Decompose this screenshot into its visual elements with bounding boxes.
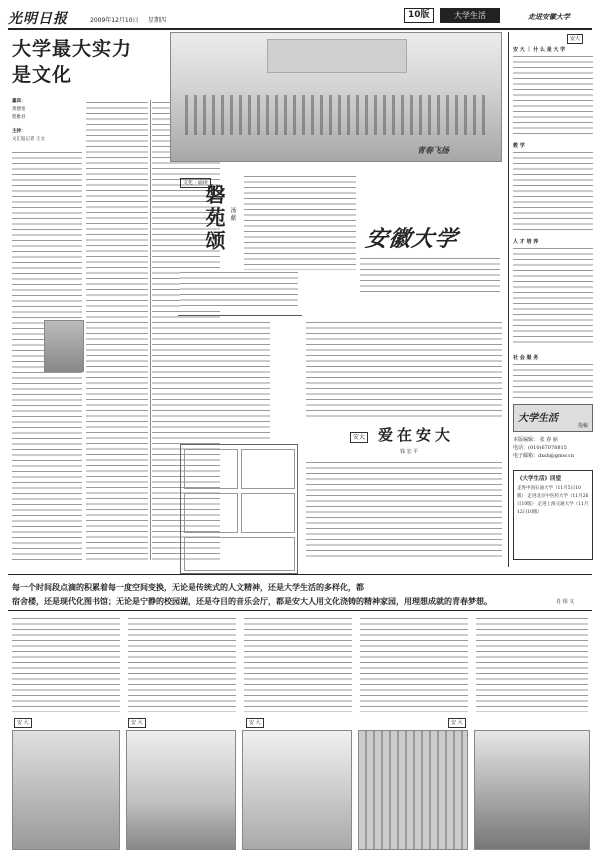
bottom-tag-3: 安 大 (246, 718, 264, 728)
editor-label: 本版编辑： (513, 437, 539, 443)
notice-text: 走进中国石油大学（11月5日10版） 走进北京中医药大学（11月26日10版） 走进上海交通大学（11月12日10版） (517, 486, 589, 515)
sidebar-section-4: 社 会 服 务 (513, 355, 539, 361)
campus-group-photo (170, 32, 502, 162)
bottom-text-4 (360, 616, 468, 712)
cartoon-panel-5 (184, 537, 295, 571)
story-body-bottom (306, 460, 502, 560)
banner-author: 肖 相 文 (556, 599, 575, 605)
story-title: 爱在安大 (378, 426, 455, 444)
lead-credits (12, 98, 82, 144)
banner-rule-bottom (8, 610, 592, 611)
bottom-text-5 (476, 616, 588, 712)
photo-caption: 青春飞扬 (417, 145, 449, 155)
bottom-tag-4: 安 大 (448, 718, 466, 728)
sidebar-section-1: 安 大 ｜ 什 么 是 大 学 (513, 47, 566, 53)
credit-guest-1: 黄德宽 (12, 107, 26, 112)
poem-tag: 文化 · 诵读 (180, 178, 211, 188)
calligraphy-title: 安徽大学 (363, 226, 460, 252)
poem-author (228, 206, 237, 246)
section-title (440, 8, 500, 23)
poem-body-right (244, 174, 356, 270)
sidebar-tag: 安大 (567, 34, 583, 44)
column-divider (150, 100, 151, 560)
sidebar (508, 32, 594, 567)
story-body-top (306, 320, 502, 420)
sidebar-logo-text: 大学生活 (518, 413, 558, 424)
poem-author-text: 汤 献 (229, 207, 236, 221)
bottom-photo-5 (474, 730, 590, 850)
photo-building (267, 39, 407, 73)
masthead-rule (8, 28, 592, 30)
page-number: 10版 (404, 8, 434, 23)
lead-title-line2: 是文化 (12, 64, 73, 86)
lead-title-line1: 大学最大实力 (12, 38, 133, 60)
sidebar-section-3: 人 才 培 养 (513, 239, 539, 245)
section-title-text: 大学生活 (454, 11, 486, 20)
credit-guest-2: 程雅君 (12, 115, 26, 120)
sidebar-section-2: 教 学 (513, 143, 525, 149)
poem-title-text: 磐苑颂 (202, 184, 226, 253)
photo-performers (185, 95, 485, 135)
issue-weekday: 星期四 (148, 17, 167, 24)
lead-body-col2 (86, 100, 148, 560)
calligraphy-body (360, 256, 500, 296)
bottom-tag-2: 安 大 (128, 718, 146, 728)
paper-name: 光明日报 (8, 11, 68, 27)
sidebar-logo (513, 404, 593, 432)
masthead (8, 6, 592, 30)
sidebar-notice (513, 470, 593, 560)
sidebar-logo-sub: 投稿 (577, 423, 588, 429)
notice-title: 《大学生活》回望 (517, 476, 562, 482)
banner-rule-top (8, 574, 592, 575)
cartoon-panel-4 (241, 493, 295, 533)
poem-divider (178, 315, 302, 316)
sidebar-text-3 (513, 246, 593, 346)
bottom-text-3 (244, 616, 352, 712)
cartoon-panels (180, 444, 298, 574)
credit-host: 文汇报记者 王文 (12, 137, 45, 142)
bottom-photo-2 (126, 730, 236, 850)
sidebar-text-4 (513, 362, 593, 400)
banner-line-1: 每一个时间段点滴的积累着每一度空间变换，无论是传统式的人文精神，还是大学生活的多样化，都 (12, 582, 364, 592)
poem-body (180, 270, 298, 310)
sidebar-editor (513, 436, 574, 460)
sidebar-text-2 (513, 150, 593, 230)
middle-article (180, 320, 270, 440)
bottom-photo-1 (12, 730, 120, 850)
column-name: 走进安徽大学 (528, 12, 570, 21)
poem-title (200, 184, 224, 270)
issue-date: 2009年12月10日 (90, 17, 139, 24)
bottom-tag-1: 安 大 (14, 718, 32, 728)
bottom-text-2 (128, 616, 236, 712)
cartoon-panel-3 (184, 493, 238, 533)
credit-guest-label: 嘉宾： (12, 99, 26, 104)
cartoon-panel-1 (184, 449, 238, 489)
cartoon-panel-2 (241, 449, 295, 489)
lead-portrait-photo (44, 320, 84, 372)
bottom-photo-4 (358, 730, 468, 850)
bottom-photo-3 (242, 730, 352, 850)
editor-email: 电子邮箱：dxsh@gmw.cn (513, 453, 575, 459)
credit-host-label: 主持： (12, 129, 26, 134)
story-author: 钱 宏 平 (400, 449, 419, 455)
story-tag: 安大 (350, 432, 368, 443)
editor-name: 张 春 丽 (539, 437, 558, 443)
bottom-text-1 (12, 616, 120, 712)
editor-tel: 电话：(010)67078815 (513, 445, 567, 451)
banner-line-2: 宿舍楼，还是现代化图书馆；无论是宁静的校园湖，还是夺目的音乐会厅，都是安大人用文化浇铸的精神家园，用理想成就的青春梦想。 (12, 596, 492, 606)
sidebar-text-1 (513, 54, 593, 134)
